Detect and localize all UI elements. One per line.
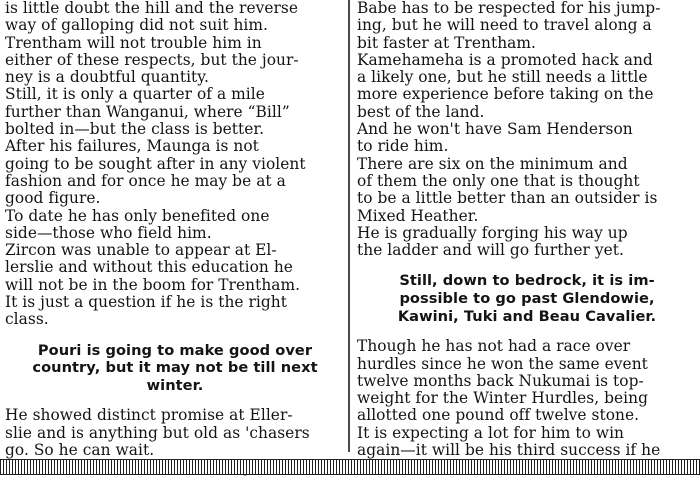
subheading-line: Still, down to bedrock, it is im- xyxy=(399,272,655,290)
subheading-line: Pouri is going to make good over xyxy=(37,341,313,359)
text-line: going to be sought after in any violent xyxy=(5,154,306,173)
text-line: Mixed Heather. xyxy=(357,206,479,225)
spacer xyxy=(357,259,697,272)
text-line: good figure. xyxy=(5,189,101,208)
text-line: To date he has only benefited one xyxy=(5,206,270,225)
text-line: is little doubt the hill and the reverse xyxy=(5,0,299,17)
text-line: way of galloping did not suit him. xyxy=(5,16,268,35)
text-line: And he won't have Sam Henderson xyxy=(357,120,633,139)
subheading-line: country, but it may not be till next xyxy=(32,359,318,377)
text-line: He showed distinct promise at Eller- xyxy=(5,406,293,425)
text-line: bit faster at Trentham. xyxy=(357,33,536,52)
text-line: ing, but he will need to travel along a xyxy=(357,16,652,35)
text-line: bolted in—but the class is better. xyxy=(5,120,265,139)
text-line: Though he has not had a race over xyxy=(357,337,631,356)
text-line: of them the only one that is thought xyxy=(357,171,640,190)
text-line: weight for the Winter Hurdles, being xyxy=(357,389,648,408)
decorative-hatched-border xyxy=(0,459,700,475)
text-line: fashion and for once he may be at a xyxy=(5,171,286,190)
left-column xyxy=(5,0,345,477)
subheading-line: Kawini, Tuki and Beau Cavalier. xyxy=(397,307,657,325)
text-line: It is expecting a lot for him to win xyxy=(357,423,625,442)
text-line: slie and is anything but old as 'chasers xyxy=(5,423,310,442)
text-line: will not be in the boom for Trentham. xyxy=(5,275,301,294)
text-line: lerslie and without this education he xyxy=(5,258,293,277)
text-line: class. xyxy=(5,310,49,329)
text-line: a likely one, but he still needs a little xyxy=(357,68,648,87)
right-body-text xyxy=(357,0,697,259)
text-line: best of the land. xyxy=(357,102,485,121)
left-body-text xyxy=(5,0,345,329)
right-body-text-continued xyxy=(357,338,697,476)
text-line: Still, it is only a quarter of a mile xyxy=(5,85,265,104)
text-line: again—it will be his third success if he xyxy=(357,441,661,460)
text-line: twelve months back Nukumai is top- xyxy=(357,371,644,390)
text-line: to be a little better than an outsider is xyxy=(357,189,658,208)
text-line: side—those who field him. xyxy=(5,223,212,242)
text-line: the ladder and will go further yet. xyxy=(357,241,624,260)
text-line: He is gradually forging his way up xyxy=(357,223,628,242)
text-line: Zircon was unable to appear at El- xyxy=(5,241,277,260)
column-divider xyxy=(348,0,350,452)
text-line: Babe has to be respected for his jump- xyxy=(357,0,661,17)
subheading-line: possible to go past Glendowie, xyxy=(399,290,655,308)
text-line: hurdles since he won the same event xyxy=(357,354,648,373)
text-line: either of these respects, but the jour- xyxy=(5,50,299,69)
text-line: go. So he can wait. xyxy=(5,441,155,460)
text-line: There are six on the minimum and xyxy=(357,154,628,173)
spacer xyxy=(5,329,345,342)
right-column xyxy=(357,0,697,477)
text-line: allotted one pound off twelve stone. xyxy=(357,406,640,425)
text-line: After his failures, Maunga is not xyxy=(5,137,259,156)
text-line: more experience before taking on the xyxy=(357,85,654,104)
text-line: ney is a doubtful quantity. xyxy=(5,68,209,87)
text-line: Trentham will not trouble him in xyxy=(5,33,262,52)
left-subheading xyxy=(5,342,345,395)
subheading-line: winter. xyxy=(146,376,204,394)
right-subheading xyxy=(357,272,697,325)
text-line: It is just a question if he is the right xyxy=(5,293,288,312)
text-line: further than Wanganui, where “Bill” xyxy=(5,102,290,121)
text-line: to ride him. xyxy=(357,137,449,156)
text-line: Kamehameha is a promoted hack and xyxy=(357,50,653,69)
